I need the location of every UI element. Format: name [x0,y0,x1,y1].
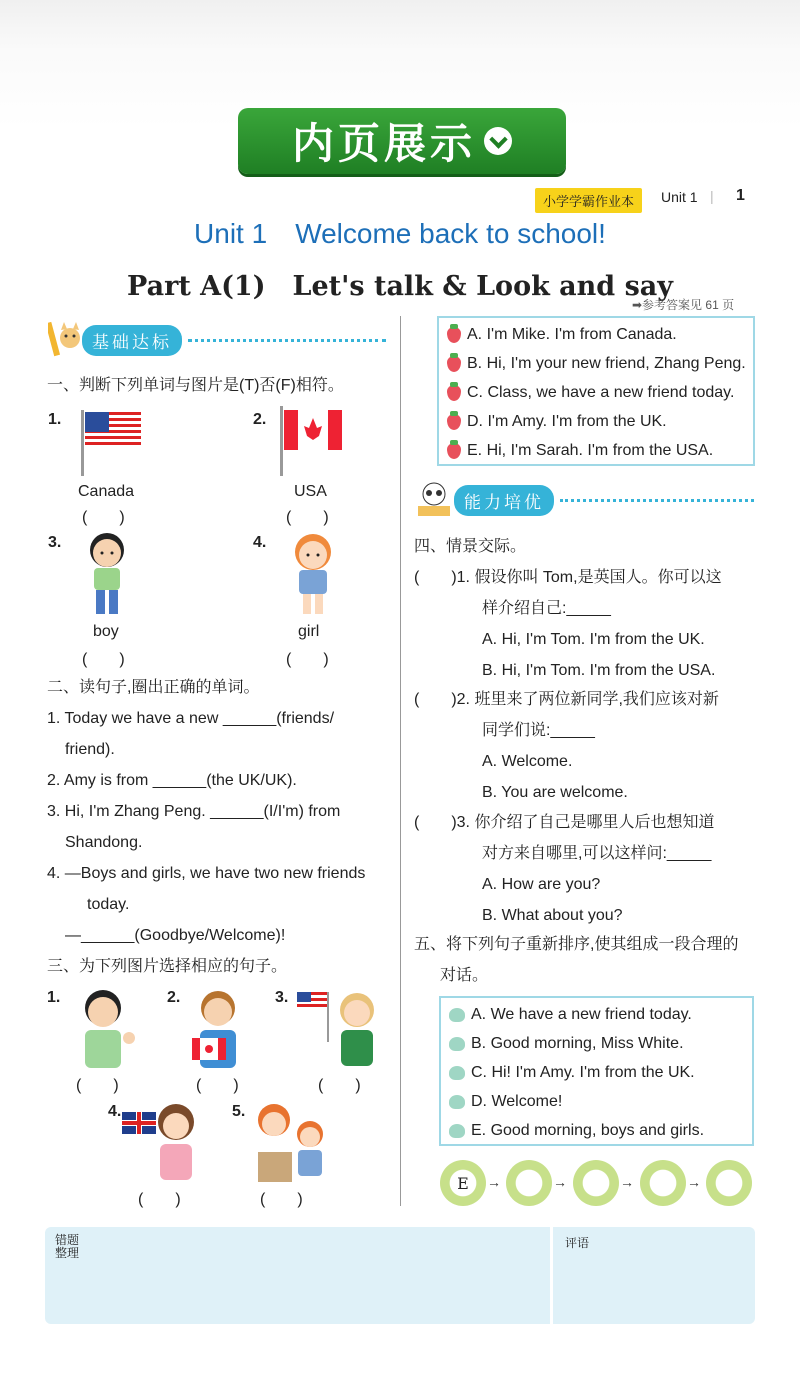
q4-line: A. Welcome. [482,753,573,770]
q2-line: 4. —Boys and girls, we have two new friends [47,865,366,882]
leaf-icon [449,1037,465,1051]
q4-title: 四、情景交际。 [414,538,527,555]
answer-paren[interactable]: ( ) [138,1191,181,1208]
section-label: 能力培优 [454,485,554,516]
options-box [437,316,755,466]
q4-line: ( )3. 你介绍了自己是哪里人后也想知道 [414,814,715,831]
q2-line: Shandong. [65,834,143,851]
dotted-rule [188,339,386,342]
option-text: E. Hi, I'm Sarah. I'm from the USA. [467,442,714,459]
dialogue-text: C. Hi! I'm Amy. I'm from the UK. [471,1064,695,1081]
section-advanced [414,480,754,520]
q1-word: USA [294,483,327,500]
q4-line: 对方来自哪里,可以这样问:_____ [482,845,712,862]
order-slot[interactable] [706,1160,752,1206]
q1-word: Canada [78,483,135,500]
header-unit: Unit 1 [661,189,698,205]
q4-line: B. What about you? [482,907,623,924]
option-text: A. I'm Mike. I'm from Canada. [467,326,677,343]
answer-paren[interactable]: ( ) [318,1077,361,1094]
section-label: 基础达标 [82,325,182,356]
comments-label: 评语 [565,1236,590,1250]
page-number: 1 [736,187,745,204]
q3-num: 5. [232,1103,246,1120]
order-slot-first: E [440,1160,486,1206]
q4-line: 样介绍自己:_____ [482,600,611,617]
arrow-icon: → [687,1174,701,1190]
order-slot[interactable] [506,1160,552,1206]
strawberry-icon [447,414,461,430]
section-basic [48,320,386,360]
q3-num: 4. [108,1103,122,1120]
order-slot[interactable] [640,1160,686,1206]
order-slot[interactable] [573,1160,619,1206]
option-text: D. I'm Amy. I'm from the UK. [467,413,667,430]
answer-paren[interactable]: ( ) [76,1077,119,1094]
arrow-icon: → [553,1174,567,1190]
q1-num: 4. [253,534,267,551]
footer-divider [550,1227,553,1324]
q3-num: 3. [275,989,289,1006]
q4-line: ( )1. 假设你叫 Tom,是英国人。你可以这 [414,569,722,586]
girl-image [283,530,343,618]
answer-reference: ➡参考答案见 61 页 [632,298,735,312]
part-title: Part A(1) Let's talk & Look and say [127,271,673,302]
dialogue-item [449,1035,684,1053]
answer-paren[interactable]: ( ) [286,509,329,526]
leaf-icon [449,1124,465,1138]
answer-paren[interactable]: ( ) [196,1077,239,1094]
dialogue-text: B. Good morning, Miss White. [471,1035,684,1052]
q2-line: 2. Amy is from ______(the UK/UK). [47,772,297,789]
q2-title: 二、读句子,圈出正确的单词。 [47,679,260,696]
leaf-icon [449,1008,465,1022]
dialogue-item [449,1006,692,1024]
dialogue-text: E. Good morning, boys and girls. [471,1122,705,1139]
q1-word: girl [298,623,320,640]
q3-title: 三、为下列图片选择相应的句子。 [47,958,288,975]
option-text: B. Hi, I'm your new friend, Zhang Peng. [467,355,746,372]
panda-icon [414,480,454,520]
strawberry-icon [447,443,461,459]
strawberry-icon [447,385,461,401]
dialogue-item [449,1093,562,1111]
strawberry-icon [447,327,461,343]
series-badge: 小学学霸作业本 [535,188,642,213]
q2-line: 3. Hi, I'm Zhang Peng. ______(I/I'm) from [47,803,341,820]
q4-line: B. Hi, I'm Tom. I'm from the USA. [482,662,716,679]
chevron-down-icon[interactable] [484,127,512,155]
q4-line: A. Hi, I'm Tom. I'm from the UK. [482,631,705,648]
q2-line: friend). [65,741,115,758]
q5-title: 五、将下列句子重新排序,使其组成一段合理的 [414,936,739,953]
error-notes-label: 错题 整理 [55,1233,80,1260]
leaf-icon [449,1095,465,1109]
q2-line: today. [87,896,130,913]
option-item [447,384,734,402]
canada-flag-image [278,406,344,476]
boy-waving-image [73,986,139,1070]
dialogue-text: D. Welcome! [471,1093,563,1110]
girl-uk-flag-image [122,1100,200,1184]
answer-paren[interactable]: ( ) [82,651,125,668]
q4-line: B. You are welcome. [482,784,628,801]
q1-num: 3. [48,534,62,551]
dialogue-item [449,1122,704,1140]
usa-flag-image [79,410,143,476]
q2-line: —______(Goodbye/Welcome)! [65,927,286,944]
answer-paren[interactable]: ( ) [286,651,329,668]
boy-canada-flag-image [190,986,246,1070]
option-item [447,355,746,373]
q5-title-cont: 对话。 [440,967,489,984]
q3-num: 1. [47,989,61,1006]
dialogue-text: A. We have a new friend today. [471,1006,692,1023]
strawberry-icon [447,356,461,372]
option-item [447,442,713,460]
banner [238,108,566,174]
q2-line: 1. Today we have a new ______(friends/ [47,710,335,727]
dialogue-item [449,1064,695,1082]
q1-word: boy [93,623,119,640]
column-divider [400,316,401,1206]
banner-title: 内页展示 [291,119,476,168]
dotted-rule [560,499,754,502]
unit-title: Unit 1 Welcome back to school! [194,218,606,249]
dialogue-box [439,996,754,1146]
arrow-icon: → [620,1174,634,1190]
q1-title: 一、判断下列单词与图片是(T)否(F)相符。 [47,377,344,394]
boy-image [82,530,132,618]
header-separator: | [710,188,714,204]
option-text: C. Class, we have a new friend today. [467,384,735,401]
q4-line: A. How are you? [482,876,601,893]
option-item [447,326,677,344]
answer-paren[interactable]: ( ) [260,1191,303,1208]
answer-paren[interactable]: ( ) [82,509,125,526]
leaf-icon [449,1066,465,1080]
option-item [447,413,667,431]
arrow-icon: → [487,1174,501,1190]
q4-line: 同学们说:_____ [482,722,595,739]
q4-line: ( )2. 班里来了两位新同学,我们应该对新 [414,691,719,708]
footer-notes [45,1227,755,1324]
teacher-and-girl-image [254,1100,332,1184]
q1-num: 1. [48,411,62,428]
q1-num: 2. [253,411,267,428]
girl-usa-flag-image [297,986,387,1070]
q3-num: 2. [167,989,181,1006]
cat-pencil-icon [48,320,82,360]
